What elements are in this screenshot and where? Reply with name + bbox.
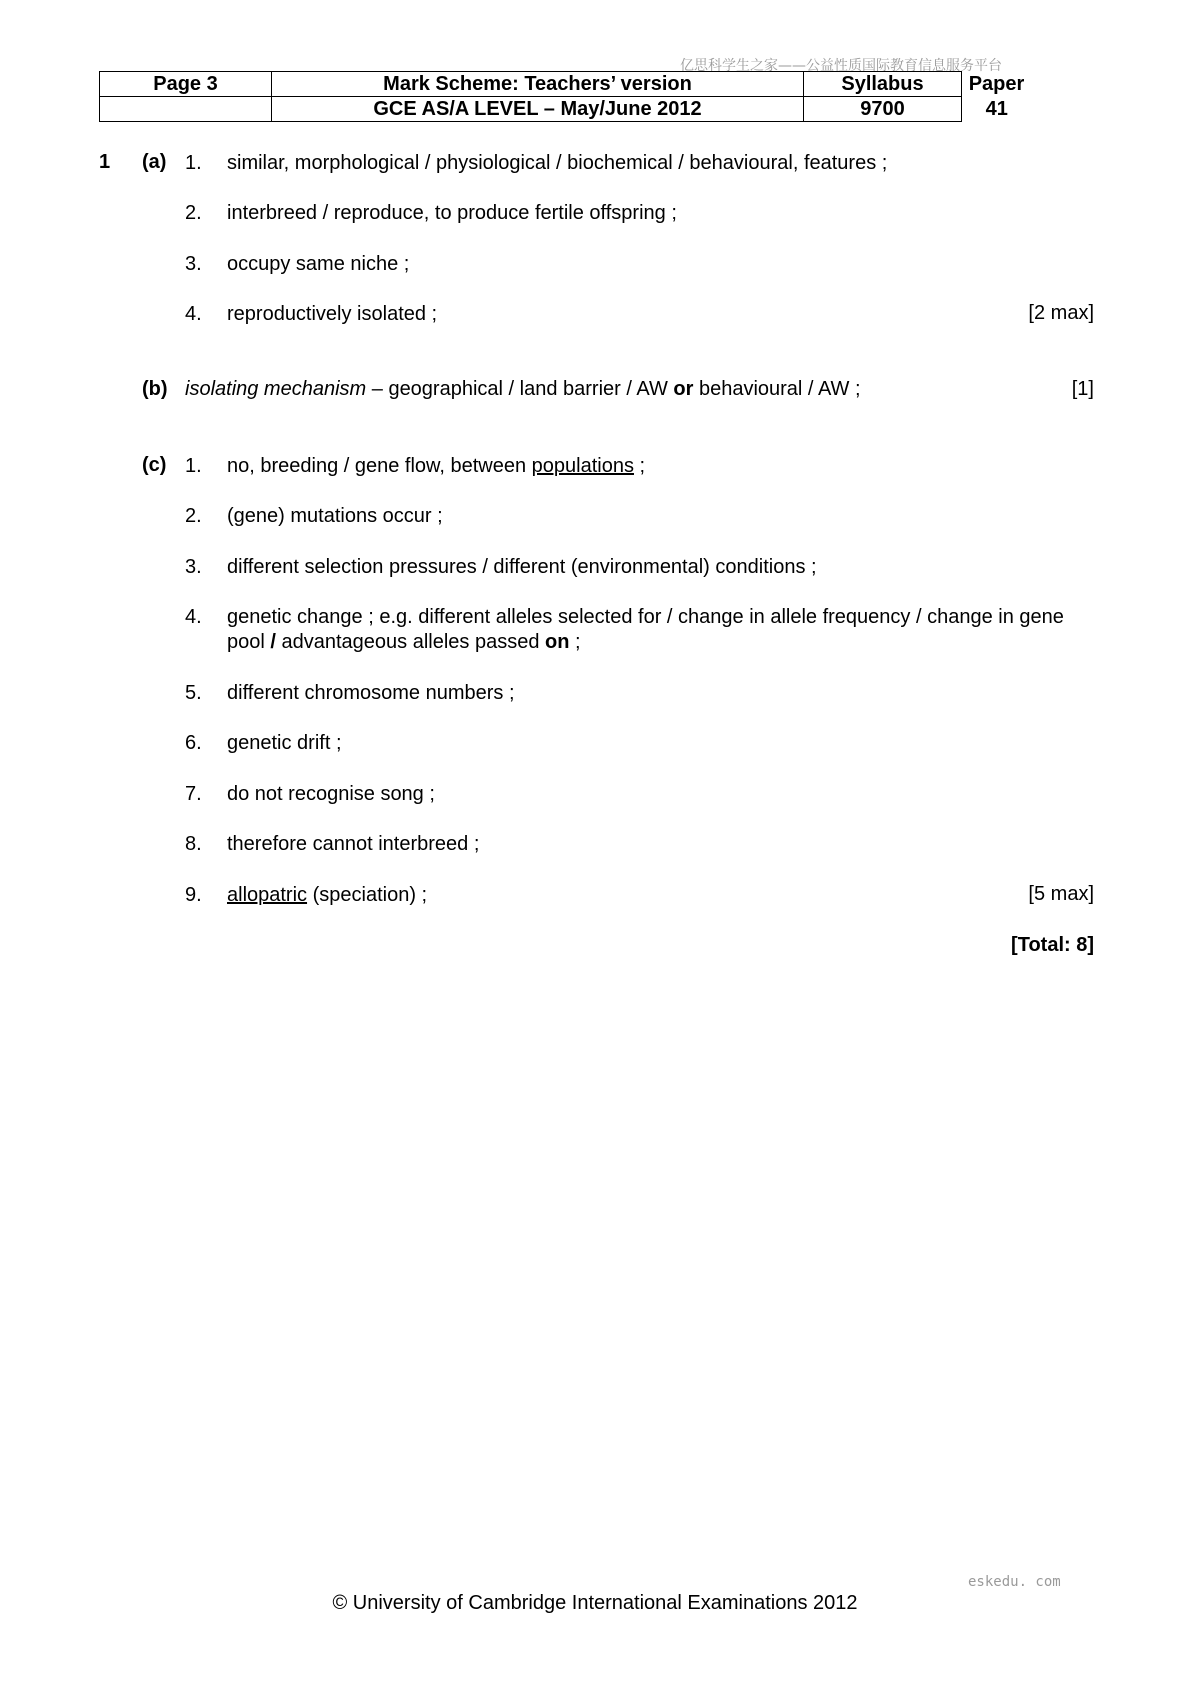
- watermark-bottom: eskedu. com: [968, 1574, 1061, 1590]
- question-number: 1: [99, 151, 111, 173]
- item-number: 5.: [185, 682, 202, 704]
- item-text: therefore cannot interbreed ;: [227, 833, 480, 855]
- copyright-footer: © University of Cambridge International Examinations 2012: [332, 1592, 858, 1614]
- item-number: 8.: [185, 833, 202, 855]
- item-text: different selection pressures / different (environmental) conditions ;: [227, 556, 817, 578]
- syllabus-code: 9700: [804, 97, 962, 122]
- part-b-mark: [1]: [1071, 378, 1094, 400]
- item-text-post: (speciation) ;: [307, 884, 428, 906]
- item-text: [227, 605, 1097, 655]
- part-b-or: or: [673, 378, 694, 400]
- item-text-post: ;: [633, 455, 646, 477]
- item-text-part-3: ;: [569, 631, 581, 653]
- part-a-mark: [2 max]: [1028, 302, 1094, 324]
- item-text: genetic drift ;: [227, 732, 342, 754]
- item-number: 3.: [185, 556, 202, 578]
- paper-label: Paper: [968, 73, 1025, 95]
- item-number: 7.: [185, 783, 202, 805]
- document-title: Mark Scheme: Teachers’ version: [272, 72, 804, 97]
- item-text: do not recognise song ;: [227, 783, 435, 805]
- syllabus-label: Syllabus: [804, 72, 962, 97]
- item-text: interbreed / reproduce, to produce fertile offspring ;: [227, 202, 677, 224]
- item-text-part-2: advantageous alleles passed: [275, 631, 546, 653]
- item-number: 6.: [185, 732, 202, 754]
- paper-number: 41: [985, 98, 1008, 120]
- header-blank-cell: [100, 97, 272, 122]
- item-text: (gene) mutations occur ;: [227, 505, 443, 527]
- part-b-text-1: – geographical / land barrier / AW: [366, 378, 674, 400]
- part-b-text-2: behavioural / AW ;: [693, 378, 861, 400]
- part-a-label: (a): [142, 151, 167, 173]
- underlined-term: populations: [531, 455, 634, 477]
- item-number: 2.: [185, 202, 202, 224]
- page-number: Page 3: [100, 72, 272, 97]
- part-c-mark: [5 max]: [1028, 883, 1094, 905]
- exam-name: GCE AS/A LEVEL – May/June 2012: [272, 97, 804, 122]
- item-number: 3.: [185, 253, 202, 275]
- item-number: 4.: [185, 303, 202, 325]
- item-text: similar, morphological / physiological / biochemical / behavioural, features ;: [227, 152, 888, 174]
- part-b-term: isolating mechanism: [185, 378, 367, 400]
- watermark-top: 亿思科学生之家——公益性质国际教育信息服务平台: [680, 58, 1002, 74]
- item-number: 1.: [185, 455, 202, 477]
- part-b-label: (b): [142, 378, 168, 400]
- item-text-pre: no, breeding / gene flow, between: [227, 455, 532, 477]
- item-text: [227, 883, 1097, 908]
- item-text: occupy same niche ;: [227, 253, 410, 275]
- bold-slash: /: [270, 631, 276, 653]
- header-table: [99, 71, 1032, 122]
- item-number: 4.: [185, 606, 202, 628]
- bold-on: on: [545, 631, 570, 653]
- item-text: reproductively isolated ;: [227, 303, 438, 325]
- item-text-part-1: genetic change ; e.g. different alleles selected for / change in allele frequency / change in gene pool: [227, 606, 1064, 653]
- item-text: [227, 454, 1097, 479]
- item-text: different chromosome numbers ;: [227, 682, 515, 704]
- item-number: 9.: [185, 884, 202, 906]
- part-b-answer: [185, 378, 945, 401]
- item-number: 2.: [185, 505, 202, 527]
- underlined-term: allopatric: [227, 884, 308, 906]
- item-number: 1.: [185, 152, 202, 174]
- total-mark: [Total: 8]: [1011, 934, 1094, 956]
- part-c-label: (c): [142, 454, 167, 476]
